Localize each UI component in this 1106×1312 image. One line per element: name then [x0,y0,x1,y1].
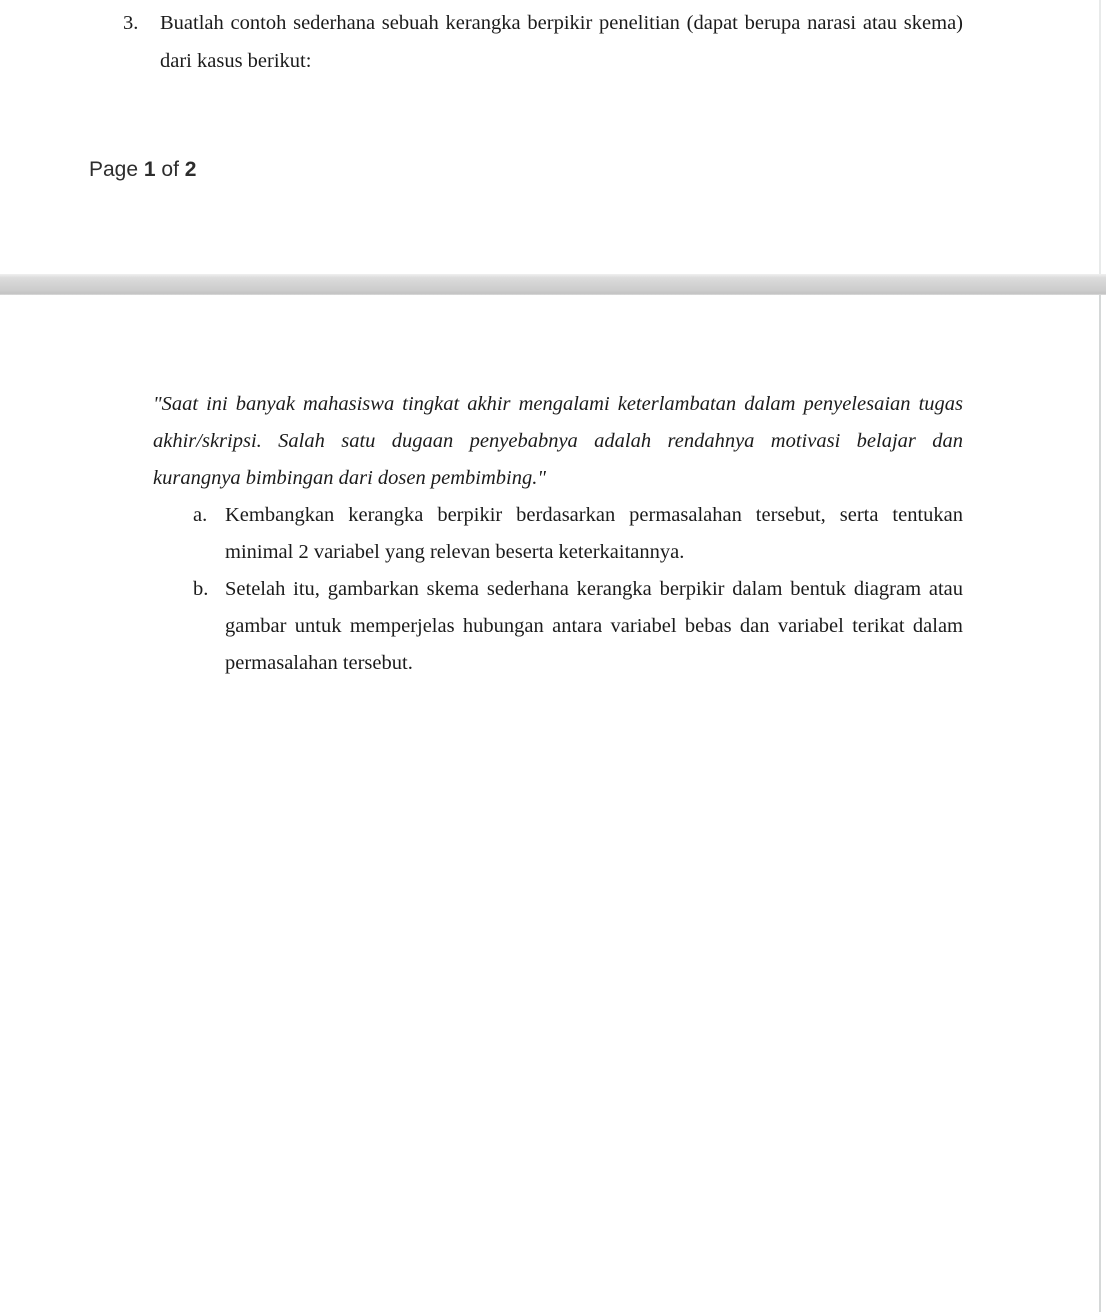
sub-item-a-line: Kembangkan kerangka berpikir berdasarkan permasalahan tersebut, serta tentukan [225,504,963,526]
page-indicator-total: 2 [184,158,197,181]
page-indicator-current: 1 [143,158,156,181]
question-item-3 [123,4,963,80]
page-2-content [153,386,963,682]
case-quote-line: akhir/skripsi. Salah satu dugaan penyebabnya adalah rendahnya motivasi belajar dan [153,430,963,452]
question-number: 3. [123,12,139,34]
sub-item-a [153,497,963,571]
sub-item-a-line: minimal 2 variabel yang relevan beserta keterkaitannya. [225,541,685,563]
page-indicator-label: Page [89,158,139,181]
page-indicator-of: of [161,158,179,181]
question-line: dari kasus berikut: [160,50,312,72]
sub-item-b-line: Setelah itu, gambarkan skema sederhana kerangka berpikir dalam bentuk diagram atau [225,578,963,600]
page-break-divider [0,274,1106,295]
page-indicator [89,158,196,182]
page-edge-line [1099,0,1101,274]
sub-item-a-marker: a. [193,504,208,526]
question-line: Buatlah contoh sederhana sebuah kerangka berpikir penelitian (dapat berupa narasi atau skema) [160,12,963,34]
case-quote-paragraph [153,386,963,497]
sub-item-b [153,571,963,682]
page-edge-line [1099,295,1101,1312]
sub-item-b-marker: b. [193,578,209,600]
case-quote-line: kurangnya bimbingan dari dosen pembimbing." [153,467,546,489]
case-quote-line: "Saat ini banyak mahasiswa tingkat akhir mengalami keterlambatan dalam penyelesaian tugas [153,393,963,415]
sub-item-b-line: permasalahan tersebut. [225,652,413,674]
sub-item-b-line: gambar untuk memperjelas hubungan antara variabel bebas dan variabel terikat dalam [225,615,963,637]
